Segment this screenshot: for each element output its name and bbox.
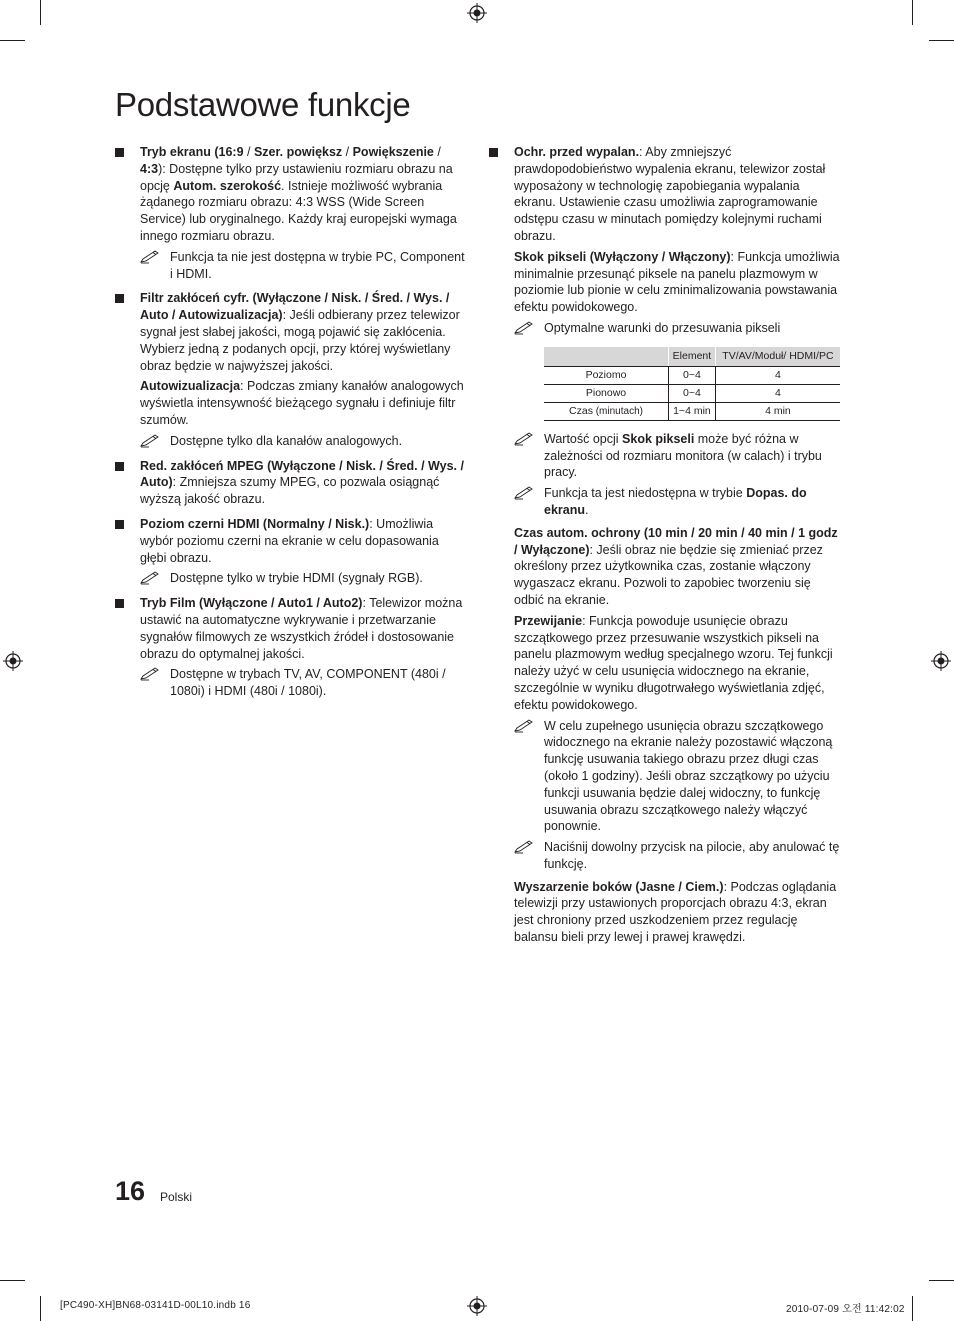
table-cell: 4 — [715, 384, 840, 402]
registration-mark-icon — [931, 651, 951, 671]
table-cell: 1~4 min — [669, 402, 716, 420]
sub-text: Autowizualizacja: Podczas zmiany kanałów analogowych wyświetla intensywność bieżącego sygnału i definiuje filtr szumów. — [140, 379, 464, 427]
pencil-note-icon — [140, 667, 160, 681]
table-cell: 4 — [715, 366, 840, 384]
crop-mark — [912, 1296, 913, 1321]
note — [140, 249, 467, 283]
item-text: Ochr. przed wypalan.: Aby zmniejszyć prawdopodobieństwo wypalenia ekranu, telewizor został wyposażony w technologię zapobiegania wypalania ekranu. Ustawienie czasu umożliwia zaprogramowanie odstępu czasu w minutach pomiędzy kolejnymi ruchami obrazu. — [514, 145, 826, 243]
crop-mark — [929, 40, 954, 41]
item-text: Filtr zakłóceń cyfr. (Wyłączone / Nisk. / Śred. / Wys. / Auto / Autowizualizacja): Jeśli odbierany przez telewizor sygnał jest słabej jakości, mogą pojawić się zakłócenia. Wybierz jedną z podanych opcji, przy której wyświetlany obraz będzie w najwyższej jakości. — [140, 291, 460, 373]
note — [514, 320, 841, 337]
note-text: Funkcja ta nie jest dostępna w trybie PC, Component i HDMI. — [170, 249, 465, 281]
registration-mark-icon — [467, 3, 487, 23]
note — [140, 433, 467, 450]
registration-mark-icon — [3, 651, 23, 671]
table-header-row — [544, 347, 840, 367]
crop-mark — [929, 1280, 954, 1281]
page-title: Podstawowe funkcje — [115, 86, 411, 123]
registration-mark-icon — [467, 1296, 487, 1316]
page-number: 16 — [115, 1176, 146, 1206]
note — [140, 570, 467, 587]
pencil-note-icon — [514, 840, 534, 854]
square-bullet-icon — [489, 148, 498, 157]
pencil-note-icon — [514, 321, 534, 335]
pencil-note-icon — [514, 432, 534, 446]
pencil-note-icon — [140, 250, 160, 264]
square-bullet-icon — [115, 520, 124, 529]
sub-text: Wyszarzenie boków (Jasne / Ciem.): Podczas oglądania telewizji przy ustawionych proporcjach obrazu 4:3, ekran jest chroniony przed uszkodzeniem przez regulację balansu bieli przy lewej i prawej krawędzi. — [514, 879, 837, 945]
table-row — [544, 366, 840, 384]
list-item — [115, 595, 467, 700]
crop-mark — [912, 0, 913, 25]
note — [514, 718, 841, 836]
table-cell: 0~4 — [669, 384, 716, 402]
table-cell: 4 min — [715, 402, 840, 420]
note — [140, 666, 467, 700]
note — [514, 839, 841, 873]
square-bullet-icon — [115, 294, 124, 303]
table-cell: Poziomo — [544, 366, 669, 384]
sub-text: Skok pikseli (Wyłączony / Włączony): Funkcja umożliwia minimalnie przesunąć piksele na panelu plazmowym w poziomie lub pionie w celu zminimalizowania powstawania efektu powidokowego. — [514, 249, 840, 315]
item-text: Tryb Film (Wyłączone / Auto1 / Auto2): Telewizor można ustawić na automatyczne wykrywanie i przetwarzanie sygnałów filmowych ze wszystkich źródeł i dostosowanie obrazu do optymalnej jakości. — [140, 596, 463, 661]
note-text: Wartość opcji Skok pikseli może być różna w zależności od rozmiaru monitora (w calach) i trybu pracy. — [544, 431, 822, 480]
square-bullet-icon — [115, 599, 124, 608]
right-column — [489, 144, 841, 954]
note-text: Dostępne w trybach TV, AV, COMPONENT (480i / 1080i) i HDMI (480i / 1080i). — [170, 667, 446, 699]
crop-mark — [0, 1280, 25, 1281]
note-text: Dostępne tylko w trybie HDMI (sygnały RGB). — [170, 571, 423, 586]
pencil-note-icon — [514, 486, 534, 500]
table-cell: 0~4 — [669, 366, 716, 384]
pencil-note-icon — [514, 719, 534, 733]
note-text: Dostępne tylko dla kanałów analogowych. — [170, 433, 403, 448]
list-item — [115, 458, 467, 508]
square-bullet-icon — [115, 462, 124, 471]
sub-text: Czas autom. ochrony (10 min / 20 min / 40 min / 1 godz / Wyłączone): Jeśli obraz nie będzie się zmieniać przez określony przez użytkownika czas, zostanie włączony wygaszacz ekranu. Pozwoli to zapobiec tworzeniu się odbić na ekranie. — [514, 525, 838, 607]
note — [514, 431, 841, 481]
table-row — [544, 384, 840, 402]
crop-mark — [40, 1296, 41, 1321]
slug-file: [PC490-XH]BN68-03141D-00L10.indb 16 — [60, 1300, 251, 1311]
table-header-blank — [544, 347, 669, 367]
list-item — [115, 144, 467, 282]
table-header: Element — [669, 347, 716, 367]
pencil-note-icon — [140, 434, 160, 448]
table-row — [544, 402, 840, 420]
list-item — [489, 144, 841, 946]
note-text: W celu zupełnego usunięcia obrazu szczątkowego widocznego na ekranie należy pozostawić włączoną funkcję usuwania takiego obrazu przez długi czas (około 1 godziny). Jeśli obraz szczątkowy po użyciu funkcji usuwania będzie dalej widoczny, to funkcję usuwania obrazu szczątkowego należy włączyć ponownie. — [544, 718, 833, 834]
table-header: TV/AV/Moduł/ HDMI/PC — [715, 347, 840, 367]
list-item — [115, 516, 467, 587]
page-language: Polski — [160, 1190, 193, 1204]
item-text: Poziom czerni HDMI (Normalny / Nisk.): Umożliwia wybór poziomu czerni na ekranie w celu dopasowania głębi obrazu. — [140, 516, 439, 565]
left-column — [115, 144, 467, 708]
crop-mark — [40, 0, 41, 25]
note-text: Funkcja ta jest niedostępna w trybie Dopas. do ekranu. — [544, 486, 807, 517]
square-bullet-icon — [115, 148, 124, 157]
pixel-shift-table — [544, 347, 840, 421]
table-cell: Czas (minutach) — [544, 402, 669, 420]
sub-text: Przewijanie: Funkcja powoduje usunięcie obrazu szczątkowego przez przesuwanie wszystkich pikseli na panelu plazmowym według specjalnego wzoru. Tej funkcji należy użyć w celu usunięcia widocznego na ekranie, szczególnie w wyniku długotrwałego wyświetlania zdjęć, efektu powidokowego. — [514, 613, 833, 712]
item-text: Red. zakłóceń MPEG (Wyłączone / Nisk. / Śred. / Wys. / Auto): Zmniejsza szumy MPEG, co pozwala osiągnąć wyższą jakość obrazu. — [140, 458, 464, 507]
table-cell: Pionowo — [544, 384, 669, 402]
note — [514, 485, 841, 519]
slug-timestamp: 2010-07-09 오전 11:42:02 — [786, 1304, 905, 1315]
item-text: Tryb ekranu (16:9 / Szer. powiększ / Powiększenie / 4:3): Dostępne tylko przy ustawieniu rozmiaru obrazu na opcję Autom. szerokość. Istnieje możliwość wybrania żądanego rozmiaru obrazu: 4:3 WSS (Wide Screen Service) lub oryginalnego. Każdy kraj europejski wymaga innego rozmiaru obrazu. — [140, 145, 457, 243]
note-text: Naciśnij dowolny przycisk na pilocie, aby anulować tę funkcję. — [544, 840, 840, 871]
note-text: Optymalne warunki do przesuwania pikseli — [544, 320, 781, 335]
list-item — [115, 290, 467, 449]
pencil-note-icon — [140, 571, 160, 585]
crop-mark — [0, 40, 25, 41]
